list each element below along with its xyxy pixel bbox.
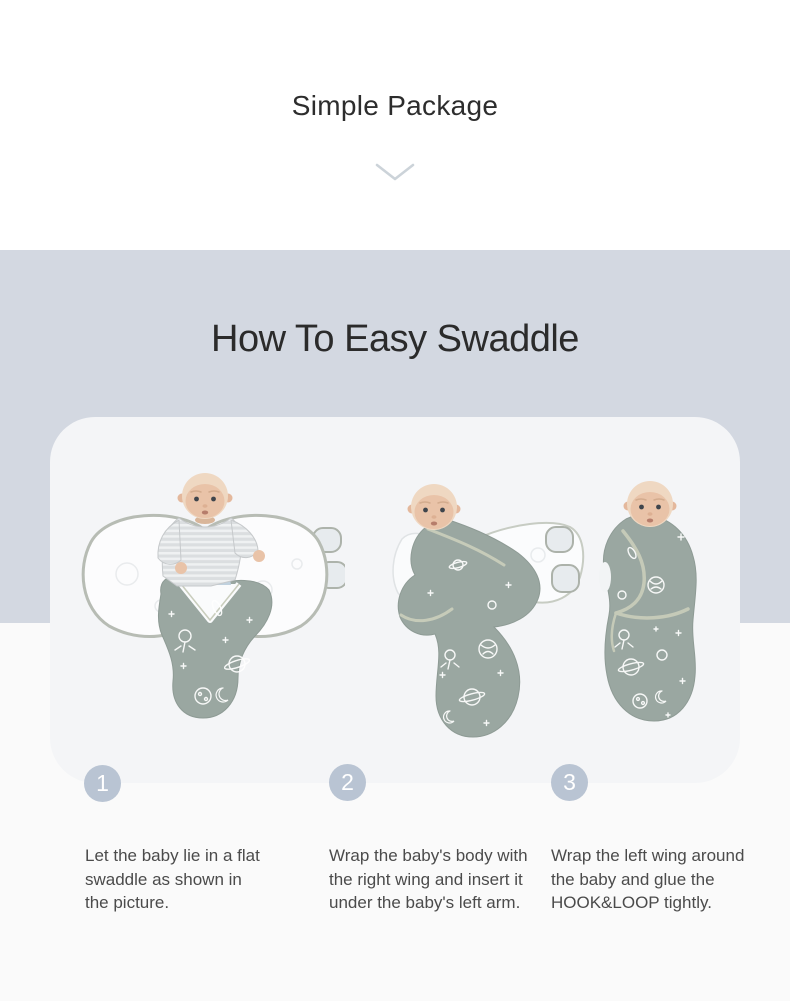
swaddle-steps-card <box>50 417 740 783</box>
swaddle-step2-photo <box>388 473 600 745</box>
step-description-3: Wrap the left wing around the baby and glue the HOOK&LOOP tightly. <box>551 846 745 912</box>
swaddle-step3-photo <box>596 473 714 741</box>
step-description-2: Wrap the baby's body with the right wing and insert it under the baby's left arm. <box>329 846 528 912</box>
step-number-badge-1: 1 <box>84 765 121 802</box>
swaddle-step1-photo <box>65 468 345 726</box>
simple-package-title: Simple Package <box>291 90 499 121</box>
how-to-swaddle-title: How To Easy Swaddle <box>211 318 579 360</box>
chevron-down-icon <box>0 162 790 184</box>
step-description-1: Let the baby lie in a flat swaddle as shown in the picture. <box>85 846 260 912</box>
simple-package-section <box>0 0 790 250</box>
step-number-badge-2: 2 <box>329 764 366 801</box>
step-number-badge-3: 3 <box>551 764 588 801</box>
